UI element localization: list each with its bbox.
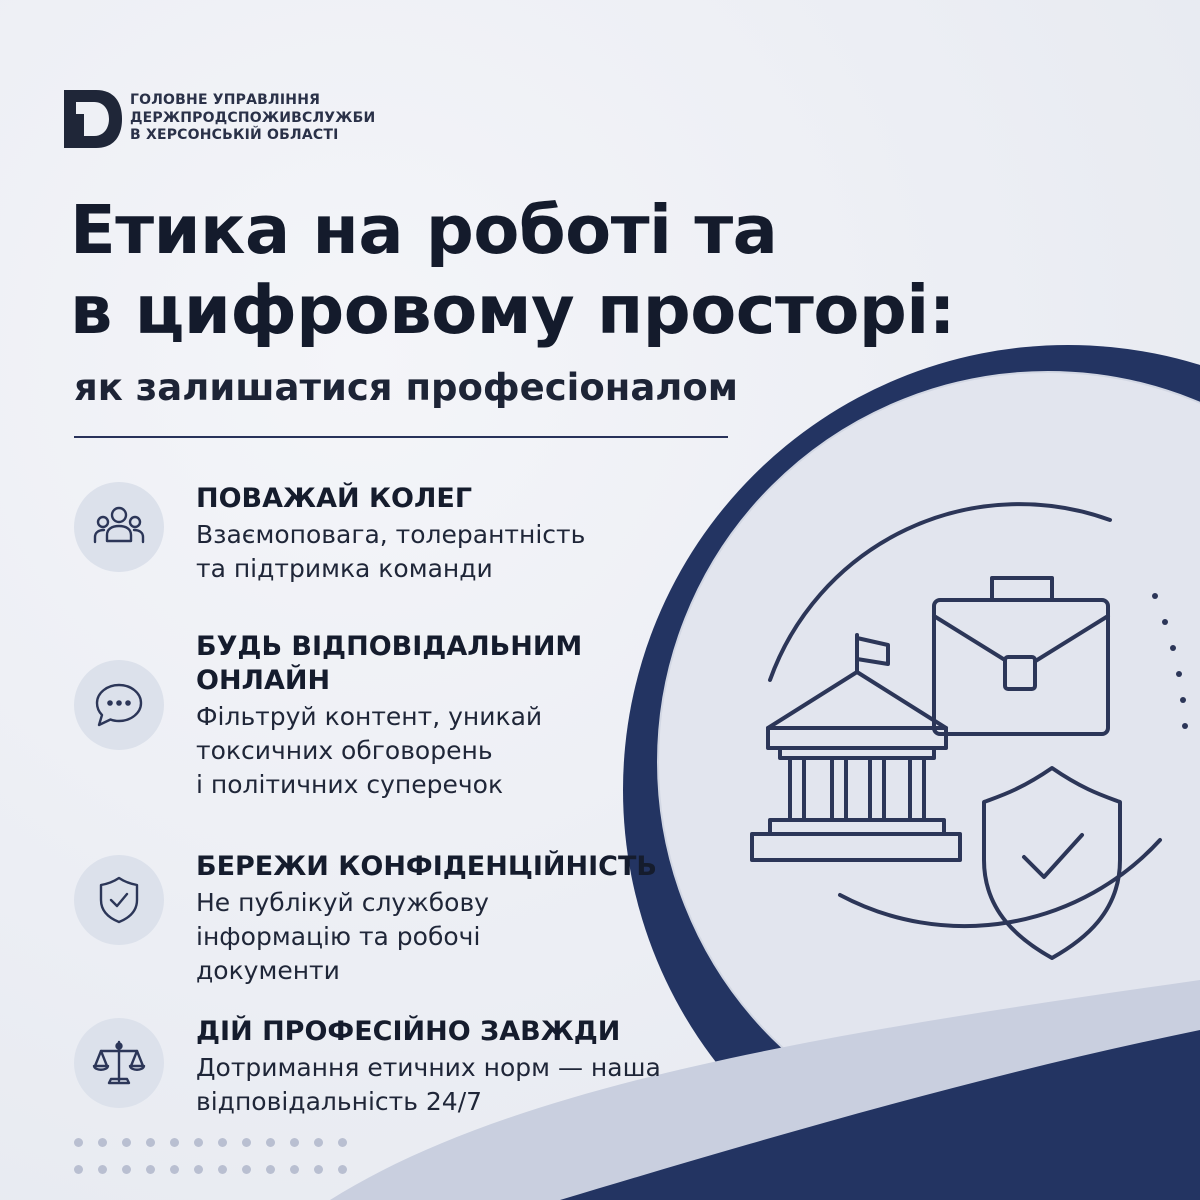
page-subtitle: як залишатися професіоналом (74, 366, 739, 409)
item-icon-circle (74, 482, 164, 572)
item-icon-circle (74, 1018, 164, 1108)
organization-name-line: ГОЛОВНЕ УПРАВЛІННЯ (130, 92, 321, 108)
item-title: ПОВАЖАЙ КОЛЕГ (196, 483, 473, 514)
government-building-icon (752, 635, 960, 860)
item-title: БЕРЕЖИ КОНФІДЕНЦІЙНІСТЬ (196, 851, 657, 882)
orbit-arc-upper (770, 504, 1110, 680)
page-title (70, 190, 955, 350)
page-title-line: Етика на роботі та (70, 191, 778, 269)
shield-check-icon (91, 872, 147, 928)
item-description: Дотримання етичних норм — наша відповідальність 24/7 (196, 1053, 661, 1116)
organization-logo (64, 90, 375, 148)
item-icon-circle (74, 660, 164, 750)
chat-bubble-icon (91, 677, 147, 733)
item-icon-circle (74, 855, 164, 945)
dps-logo-icon (64, 90, 122, 148)
item-description: Фільтруй контент, уникай токсичних обговорень і політичних суперечок (196, 702, 543, 799)
item-description: Взаємоповага, толерантність та підтримка команди (196, 520, 586, 583)
briefcase-icon (934, 578, 1108, 734)
item-description: Не публікуй службову інформацію та робочі документи (196, 888, 489, 985)
item-title: БУДЬ ВІДПОВІДАЛЬНИМ ОНЛАЙН (196, 631, 583, 696)
people-group-icon (91, 499, 147, 555)
item-title: ДІЙ ПРОФЕСІЙНО ЗАВЖДИ (196, 1016, 621, 1047)
organization-name-line: В ХЕРСОНСЬКІЙ ОБЛАСТІ (130, 127, 339, 143)
title-divider (74, 436, 728, 438)
scales-icon (91, 1035, 147, 1091)
organization-name (130, 92, 375, 145)
shield-check-icon (984, 768, 1120, 958)
organization-name-line: ДЕРЖПРОДСПОЖИВСЛУЖБИ (130, 109, 376, 126)
page-title-line: в цифровому просторі: (70, 271, 956, 349)
